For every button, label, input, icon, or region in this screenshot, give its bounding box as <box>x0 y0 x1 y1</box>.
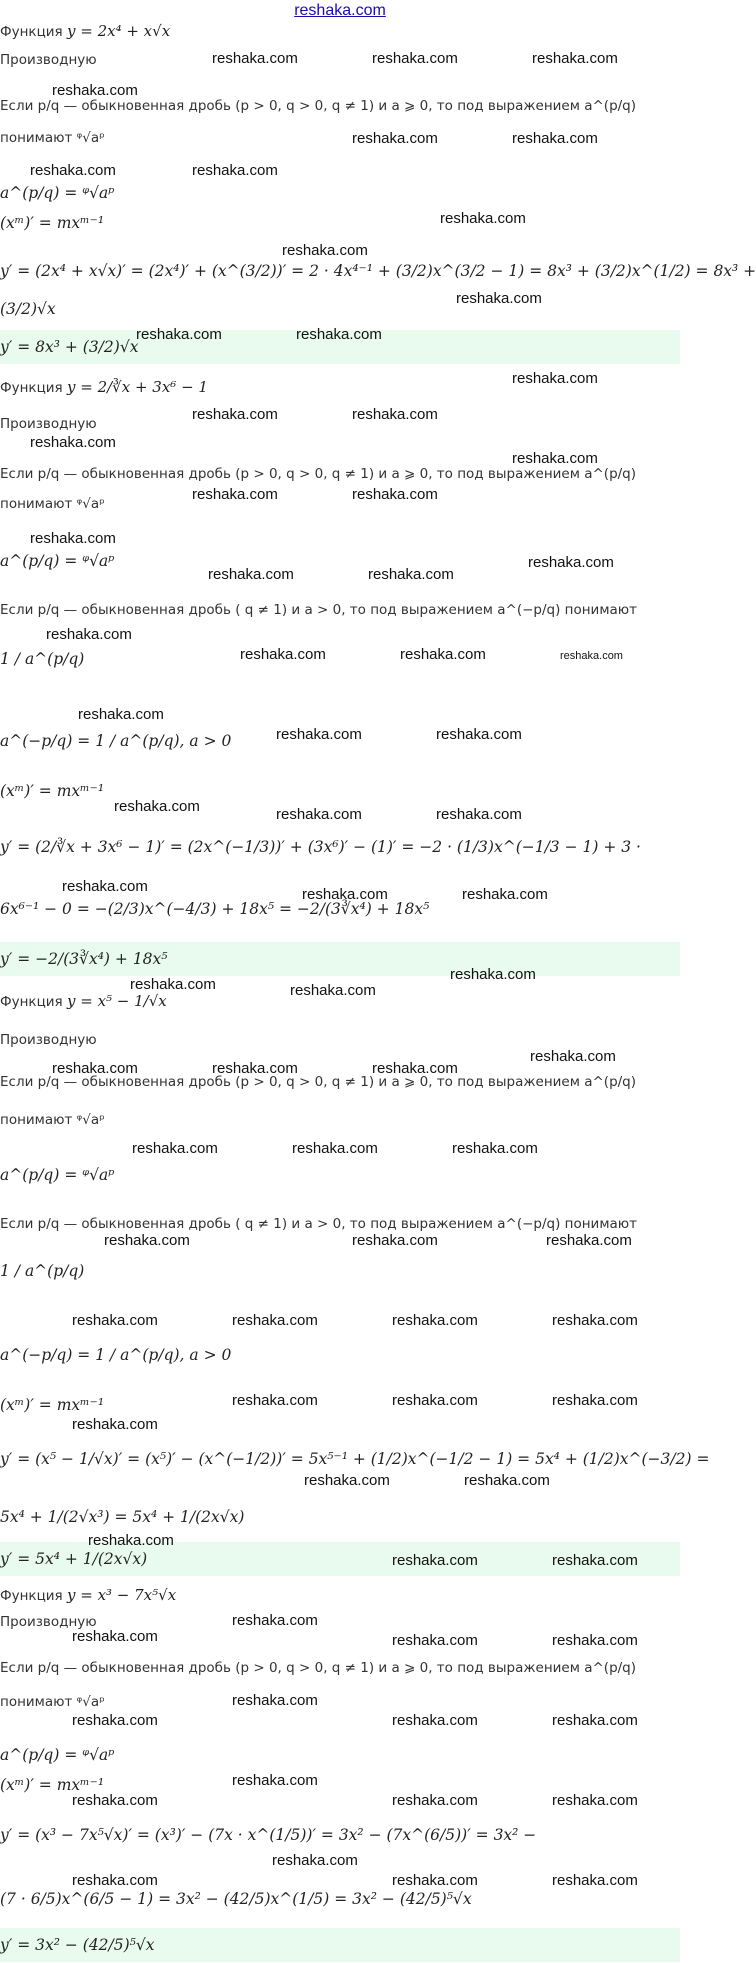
answer-formula: y′ = 3x² − (42/5)⁵√x <box>0 1936 155 1954</box>
function-formula: y = x³ − 7x⁵√x <box>66 1586 177 1604</box>
derivative-label: Производную <box>0 1032 97 1048</box>
watermark: reshaka.com <box>30 530 116 547</box>
function-formula: y = x⁵ − 1/√x <box>66 992 167 1010</box>
watermark: reshaka.com <box>530 1048 616 1065</box>
function-statement <box>0 1586 678 1604</box>
watermark: reshaka.com <box>462 886 548 903</box>
watermark: reshaka.com <box>212 1060 298 1077</box>
watermark: reshaka.com <box>392 1552 478 1569</box>
watermark: reshaka.com <box>272 1852 358 1869</box>
derivative-label: Производную <box>0 416 97 432</box>
watermark: reshaka.com <box>192 162 278 179</box>
watermark: reshaka.com <box>552 1392 638 1409</box>
calculation-line-2: 5x⁴ + 1/(2√x³) = 5x⁴ + 1/(2x√x) <box>0 1508 245 1526</box>
watermark: reshaka.com <box>400 646 486 663</box>
rule-fraction-power-formula: a^(p/q) = ᵠ√aᵖ <box>0 184 115 202</box>
watermark: reshaka.com <box>276 726 362 743</box>
calculation-line-1: y′ = (x³ − 7x⁵√x)′ = (x³)′ − (7x · x^(1/5))′ = 3x² − (7x^(6/5))′ = 3x² − <box>0 1826 537 1844</box>
watermark: reshaka.com <box>392 1792 478 1809</box>
rule-negative-power-formula: a^(−p/q) = 1 / a^(p/q), a > 0 <box>0 1346 232 1364</box>
watermark: reshaka.com <box>552 1872 638 1889</box>
watermark: reshaka.com <box>302 886 388 903</box>
watermark: reshaka.com <box>212 50 298 67</box>
watermark: reshaka.com <box>464 1472 550 1489</box>
answer-box <box>0 1928 680 1962</box>
watermark: reshaka.com <box>436 726 522 743</box>
watermark: reshaka.com <box>372 50 458 67</box>
watermark: reshaka.com <box>452 1140 538 1157</box>
power-rule-formula: (xᵐ)′ = mxᵐ⁻¹ <box>0 1396 105 1414</box>
watermark: reshaka.com <box>392 1312 478 1329</box>
calculation-line-2: 6x⁶⁻¹ − 0 = −(2/3)x^(−4/3) + 18x⁵ = −2/(3∛x⁴) + 18x⁵ <box>0 900 430 918</box>
rule-negative-power: Если p/q — обыкновенная дробь ( q ≠ 1) и a > 0, то под выражением a^(−p/q) понимают <box>0 1216 638 1232</box>
rule-fraction-power-cont: понимают ᵠ√aᵖ <box>0 1694 105 1710</box>
watermark: reshaka.com <box>352 1232 438 1249</box>
answer-formula: y′ = −2/(3∛x⁴) + 18x⁵ <box>0 950 168 968</box>
watermark: reshaka.com <box>528 554 614 571</box>
rule-negative-power: Если p/q — обыкновенная дробь ( q ≠ 1) и a > 0, то под выражением a^(−p/q) понимают <box>0 602 638 618</box>
function-formula: y = 2/∛x + 3x⁶ − 1 <box>66 378 208 396</box>
answer-formula: y′ = 5x⁴ + 1/(2x√x) <box>0 1550 148 1568</box>
site-title-link[interactable]: reshaka.com <box>294 2 386 19</box>
rule-fraction-power-formula: a^(p/q) = ᵠ√aᵖ <box>0 1166 115 1184</box>
watermark: reshaka.com <box>232 1772 318 1789</box>
watermark: reshaka.com <box>292 1140 378 1157</box>
function-label: Функция <box>0 994 63 1010</box>
watermark: reshaka.com <box>78 706 164 723</box>
watermark: reshaka.com <box>372 1060 458 1077</box>
watermark: reshaka.com <box>232 1392 318 1409</box>
calculation-line-1: y′ = (2x⁴ + x√x)′ = (2x⁴)′ + (x^(3/2))′ = 2 · 4x⁴⁻¹ + (3/2)x^(3/2 − 1) = 8x³ + (3/2)x^(1/2) = 8x³ + <box>0 262 756 280</box>
watermark: reshaka.com <box>192 406 278 423</box>
watermark: reshaka.com <box>62 878 148 895</box>
watermark: reshaka.com <box>352 486 438 503</box>
watermark: reshaka.com <box>552 1312 638 1329</box>
watermark: reshaka.com <box>560 650 623 662</box>
watermark: reshaka.com <box>392 1712 478 1729</box>
watermark: reshaka.com <box>450 966 536 983</box>
watermark: reshaka.com <box>352 130 438 147</box>
rule-negative-power-cont: 1 / a^(p/q) <box>0 1262 85 1280</box>
watermark: reshaka.com <box>456 290 542 307</box>
watermark: reshaka.com <box>72 1712 158 1729</box>
watermark: reshaka.com <box>232 1312 318 1329</box>
function-label: Функция <box>0 1588 63 1604</box>
watermark: reshaka.com <box>104 1232 190 1249</box>
watermark: reshaka.com <box>88 1532 174 1549</box>
watermark: reshaka.com <box>72 1628 158 1645</box>
function-formula: y = 2x⁴ + x√x <box>66 22 171 40</box>
power-rule-formula: (xᵐ)′ = mxᵐ⁻¹ <box>0 1776 105 1794</box>
function-statement <box>0 22 678 40</box>
function-label: Функция <box>0 24 63 40</box>
watermark: reshaka.com <box>392 1872 478 1889</box>
watermark: reshaka.com <box>392 1392 478 1409</box>
rule-fraction-power: Если p/q — обыкновенная дробь (p > 0, q > 0, q ≠ 1) и a ⩾ 0, то под выражением a^(p/q) <box>0 98 637 114</box>
watermark: reshaka.com <box>368 566 454 583</box>
answer-box <box>0 942 680 976</box>
watermark: reshaka.com <box>546 1232 632 1249</box>
rule-negative-power-cont: 1 / a^(p/q) <box>0 650 85 668</box>
calculation-line-1: y′ = (x⁵ − 1/√x)′ = (x⁵)′ − (x^(−1/2))′ = 5x⁵⁻¹ + (1/2)x^(−1/2 − 1) = 5x⁴ + (1/2)x^(−3/2) = <box>0 1450 710 1468</box>
watermark: reshaka.com <box>208 566 294 583</box>
watermark: reshaka.com <box>440 210 526 227</box>
watermark: reshaka.com <box>114 798 200 815</box>
rule-negative-power-formula: a^(−p/q) = 1 / a^(p/q), a > 0 <box>0 732 232 750</box>
watermark: reshaka.com <box>436 806 522 823</box>
derivative-label: Производную <box>0 1614 97 1630</box>
watermark: reshaka.com <box>130 976 216 993</box>
calculation-line-1: y′ = (2/∛x + 3x⁶ − 1)′ = (2x^(−1/3))′ + (3x⁶)′ − (1)′ = −2 · (1/3)x^(−1/3 − 1) + 3 · <box>0 838 641 856</box>
rule-fraction-power-formula: a^(p/q) = ᵠ√aᵖ <box>0 1746 115 1764</box>
calculation-line-2: (7 · 6/5)x^(6/5 − 1) = 3x² − (42/5)x^(1/5) = 3x² − (42/5)⁵√x <box>0 1890 472 1908</box>
watermark: reshaka.com <box>552 1632 638 1649</box>
rule-fraction-power-cont: понимают ᵠ√aᵖ <box>0 1112 105 1128</box>
watermark: reshaka.com <box>552 1712 638 1729</box>
watermark: reshaka.com <box>240 646 326 663</box>
watermark: reshaka.com <box>532 50 618 67</box>
watermark: reshaka.com <box>276 806 362 823</box>
rule-fraction-power: Если p/q — обыкновенная дробь (p > 0, q > 0, q ≠ 1) и a ⩾ 0, то под выражением a^(p/q) <box>0 1660 637 1676</box>
watermark: reshaka.com <box>232 1612 318 1629</box>
watermark: reshaka.com <box>552 1792 638 1809</box>
watermark: reshaka.com <box>72 1792 158 1809</box>
watermark: reshaka.com <box>304 1472 390 1489</box>
watermark: reshaka.com <box>512 450 598 467</box>
watermark: reshaka.com <box>552 1552 638 1569</box>
watermark: reshaka.com <box>52 82 138 99</box>
rule-fraction-power-formula: a^(p/q) = ᵠ√aᵖ <box>0 552 115 570</box>
watermark: reshaka.com <box>72 1416 158 1433</box>
function-label: Функция <box>0 380 63 396</box>
watermark: reshaka.com <box>290 982 376 999</box>
power-rule-formula: (xᵐ)′ = mxᵐ⁻¹ <box>0 214 105 232</box>
watermark: reshaka.com <box>296 326 382 343</box>
rule-fraction-power: Если p/q — обыкновенная дробь (p > 0, q > 0, q ≠ 1) и a ⩾ 0, то под выражением a^(p/q) <box>0 1074 637 1090</box>
watermark: reshaka.com <box>72 1312 158 1329</box>
derivative-label: Производную <box>0 52 97 68</box>
watermark: reshaka.com <box>30 162 116 179</box>
watermark: reshaka.com <box>46 626 132 643</box>
watermark: reshaka.com <box>30 434 116 451</box>
watermark: reshaka.com <box>282 242 368 259</box>
watermark: reshaka.com <box>232 1692 318 1709</box>
watermark: reshaka.com <box>72 1872 158 1889</box>
watermark: reshaka.com <box>352 406 438 423</box>
calculation-line-2: (3/2)√x <box>0 300 56 318</box>
watermark: reshaka.com <box>192 486 278 503</box>
watermark: reshaka.com <box>132 1140 218 1157</box>
rule-fraction-power-cont: понимают ᵠ√aᵖ <box>0 130 105 146</box>
watermark: reshaka.com <box>136 326 222 343</box>
rule-fraction-power-cont: понимают ᵠ√aᵖ <box>0 496 105 512</box>
power-rule-formula: (xᵐ)′ = mxᵐ⁻¹ <box>0 782 105 800</box>
watermark: reshaka.com <box>52 1060 138 1077</box>
watermark: reshaka.com <box>512 370 598 387</box>
answer-formula: y′ = 8x³ + (3/2)√x <box>0 338 139 356</box>
rule-fraction-power: Если p/q — обыкновенная дробь (p > 0, q > 0, q ≠ 1) и a ⩾ 0, то под выражением a^(p/q) <box>0 466 637 482</box>
watermark: reshaka.com <box>512 130 598 147</box>
watermark: reshaka.com <box>392 1632 478 1649</box>
